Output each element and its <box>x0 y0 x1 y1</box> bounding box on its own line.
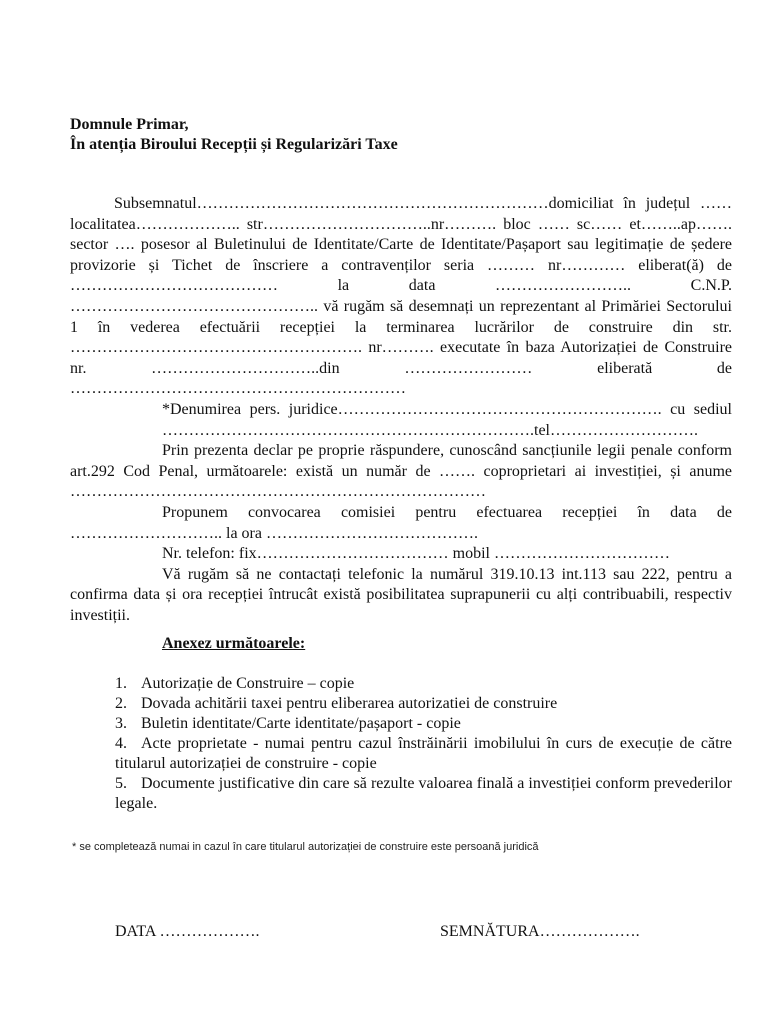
annex-item <box>115 714 732 734</box>
annex-number: 2. <box>115 695 127 712</box>
body-paragraph-proposal: Propunem convocarea comisiei pentru efectuarea recepției în data de ……………………….. la ora …………………………………. <box>70 503 732 542</box>
annex-text: Documente justificative din care să rezulte valoarea finală a investiției conform prevederilor legale. <box>115 775 732 812</box>
salutation-title: Domnule Primar, <box>70 116 189 133</box>
annex-number: 5. <box>115 775 127 792</box>
annex-text: Buletin identitate/Carte identitate/pașaport - copie <box>141 715 461 732</box>
date-field: DATA ………………. <box>115 923 260 940</box>
annex-text: Dovada achitării taxei pentru eliberarea autorizatiei de construire <box>141 695 558 712</box>
annex-item <box>115 694 732 714</box>
annexes-title: Anexez următoarele: <box>162 635 306 652</box>
salutation-attention: În atenția Biroului Recepții și Regularizări Taxe <box>70 136 398 153</box>
annex-number: 4. <box>115 735 127 752</box>
annex-item <box>115 674 732 694</box>
request-body <box>70 194 732 626</box>
body-paragraph-phone: Nr. telefon: fix……………………………… mobil …………………………… <box>162 545 670 563</box>
annex-item <box>115 774 732 814</box>
signature-field: SEMNĂTURA………………. <box>440 923 640 940</box>
body-paragraph-contact: Vă rugăm să ne contactați telefonic la numărul 319.10.13 int.113 sau 222, pentru a confirma data și ora recepției întrucât există posibilitatea suprapunerii cu alți contribuabili, respectiv investiții. <box>70 565 732 624</box>
footnote: * se completează numai in cazul în care titularul autorizației de construire este persoană juridică <box>72 841 539 853</box>
body-paragraph-identity: Subsemnatul…………………………………………………………domiciliat în județul …… localitatea……………….. str…………………………..nr………. bloc …… sc…… et……..ap……. sector …. posesor al Buletinului de Identitate/Carte de Identitate/Pașaport sau legitimație de ședere provizorie și Tichet de înscriere a contravenților seria ……… nr………… eliberat(ă) de ………………………………… la data …………………….. C.N.P. ……………………………………….. vă rugăm să desemnați un reprezentant al Primăriei Sectorului 1 în vederea efectuării recepției la terminarea lucrărilor de construire din str. ………………………………………………. nr………. executate în baza Autorizației de Construire nr. …………………………..din …………………… eliberată de ……………………………………………………… <box>70 195 732 398</box>
annexes-list <box>115 674 732 814</box>
annex-text: Acte proprietate - numai pentru cazul înstrăinării imobilului în curs de execuție de către titularul autorizației de construire - copie <box>115 735 732 772</box>
annex-item <box>115 734 732 774</box>
annex-number: 1. <box>115 675 127 692</box>
annex-number: 3. <box>115 715 127 732</box>
annex-text: Autorizație de Construire – copie <box>141 675 355 692</box>
body-paragraph-legal-entity: *Denumirea pers. juridice……………………………………………………. cu sediul …………………………………………………………….tel………………………. <box>162 400 732 439</box>
body-paragraph-declaration: Prin prezenta declar pe proprie răspundere, cunoscând sancțiunile legii penale conform art.292 Cod Penal, următoarele: există un număr de ……. coproprietari ai investiției, și anume …………………………………………………………………… <box>70 442 732 501</box>
